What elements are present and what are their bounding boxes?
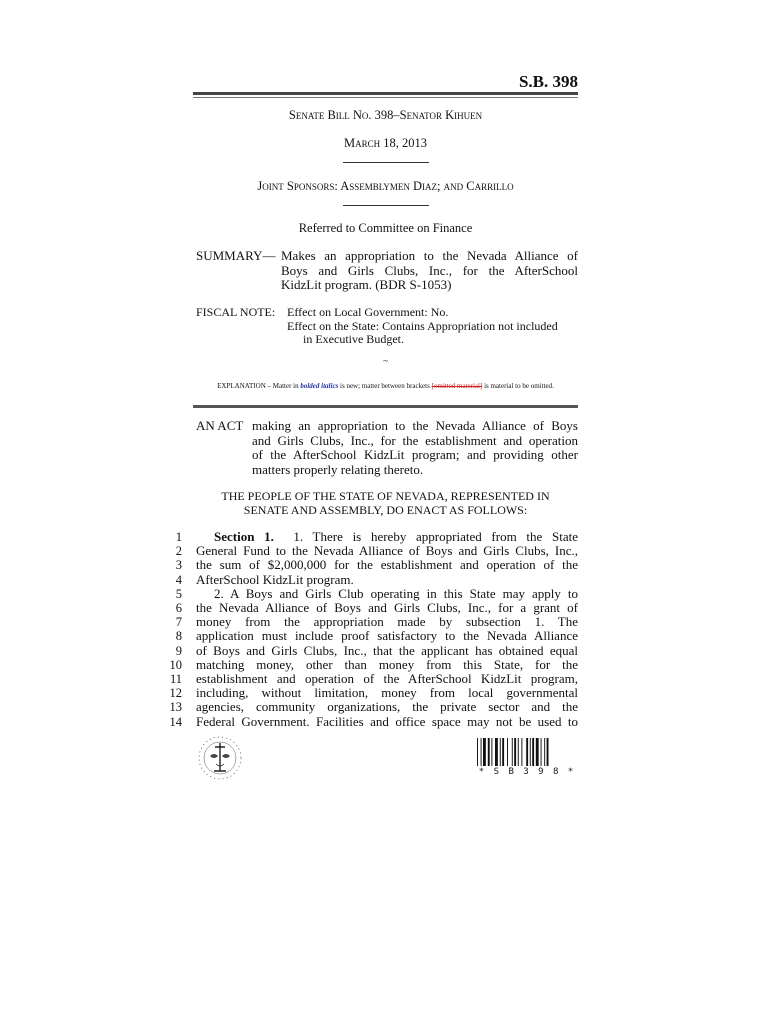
line-number: 5 [175, 586, 182, 601]
section-line: General Fund to the Nevada Alliance of Boys and Girls Clubs, Inc., [196, 543, 578, 559]
section-body [196, 530, 578, 729]
header-rule [193, 92, 578, 95]
section-line: Federal Government. Facilities and office space may not be used to [196, 713, 578, 729]
joint-sponsors: Joint Sponsors: Assemblymen Diaz; and Carrillo [257, 179, 514, 193]
explanation-bold-italics: bolded italics [300, 382, 339, 390]
line-number: 9 [175, 643, 182, 658]
summary-line: Boys and Girls Clubs, Inc., for the AfterSchool [281, 262, 578, 278]
section-line: money from the appropriation made by subsection 1. The [196, 614, 578, 630]
divider [343, 205, 429, 206]
section-line: including, without limitation, money from local governmental [196, 685, 578, 701]
section-line: AfterSchool KidzLit program. [196, 571, 354, 587]
header-rule-thin [193, 97, 578, 98]
tilde-divider: ~ [383, 356, 388, 366]
section-heading: Section 1. [214, 529, 274, 544]
fiscal-state: Effect on the State: Contains Appropriation not included [287, 319, 558, 333]
bill-title-line: Senate Bill No. 398–Senator Kihuen [288, 108, 483, 122]
section-line: establishment and operation of the AfterSchool KidzLit program, [196, 671, 578, 687]
section-text: 1. There is hereby appropriated from the State [293, 529, 578, 544]
line-number: 6 [175, 601, 182, 616]
act-text [252, 419, 578, 477]
fiscal-budget: in Executive Budget. [303, 332, 404, 346]
section-line: agencies, community organizations, the private sector and the [196, 699, 578, 715]
barcode-icon [477, 738, 577, 766]
state-seal-icon [196, 734, 244, 782]
bill-date: March 18, 2013 [344, 136, 427, 150]
section-line: 2. A Boys and Girls Club operating in this State may apply to [214, 585, 578, 601]
section-line: application must include proof satisfactory to the Nevada Alliance [196, 628, 578, 644]
act-line: of the AfterSchool KidzLit program; and providing other [252, 447, 578, 462]
explanation-suffix: is material to be omitted. [482, 382, 554, 390]
act-line: making an appropriation to the Nevada Alliance of Boys [252, 418, 578, 433]
line-number: 4 [175, 572, 182, 587]
act-rule [193, 405, 578, 408]
section-line: matching money, other than money from this State, for the [196, 656, 578, 672]
line-number: 10 [169, 657, 182, 672]
line-number: 7 [175, 615, 182, 630]
section-line: of Boys and Girls Clubs, Inc., that the applicant has obtained equal [196, 642, 578, 658]
fiscal-note-label: FISCAL NOTE: [196, 305, 276, 319]
explanation-prefix: EXPLANATION – Matter in [217, 382, 301, 390]
act-line: matters properly relating thereto. [252, 461, 424, 477]
line-numbers [160, 530, 182, 729]
committee-referral: Referred to Committee on Finance [298, 221, 473, 235]
barcode-label: * S B 3 9 8 * [478, 767, 576, 777]
summary-line: KidzLit program. (BDR S-1053) [281, 277, 452, 292]
section-line [196, 530, 578, 544]
summary-text [281, 249, 578, 293]
line-number: 12 [169, 686, 182, 701]
line-number: 8 [175, 629, 182, 644]
line-number: 3 [175, 558, 182, 573]
bill-number: S.B. 398 [518, 72, 578, 91]
divider [343, 162, 429, 163]
line-number: 14 [169, 714, 182, 729]
explanation-omitted: [omitted material] [431, 382, 483, 390]
line-number: 1 [175, 530, 182, 544]
explanation-middle: is new; matter between brackets [338, 382, 432, 390]
act-line: and Girls Clubs, Inc., for the establishment and operation [252, 432, 578, 448]
section-line: the sum of $2,000,000 for the establishment and operation of the [196, 557, 578, 573]
line-number: 11 [169, 672, 182, 687]
line-number: 2 [175, 544, 182, 559]
summary-line: Makes an appropriation to the Nevada Alliance of [281, 248, 578, 263]
line-number: 13 [169, 700, 182, 715]
fiscal-local: Effect on Local Government: No. [287, 305, 449, 319]
enacting-clause-2: SENATE AND ASSEMBLY, DO ENACT AS FOLLOWS: [243, 503, 528, 517]
act-label: AN ACT [196, 418, 244, 433]
section-line: the Nevada Alliance of Boys and Girls Clubs, Inc., for a grant of [196, 600, 578, 616]
explanation-note [193, 382, 578, 390]
enacting-clause-1: THE PEOPLE OF THE STATE OF NEVADA, REPRESENTED IN [221, 489, 550, 503]
summary-label: SUMMARY— [196, 248, 276, 263]
